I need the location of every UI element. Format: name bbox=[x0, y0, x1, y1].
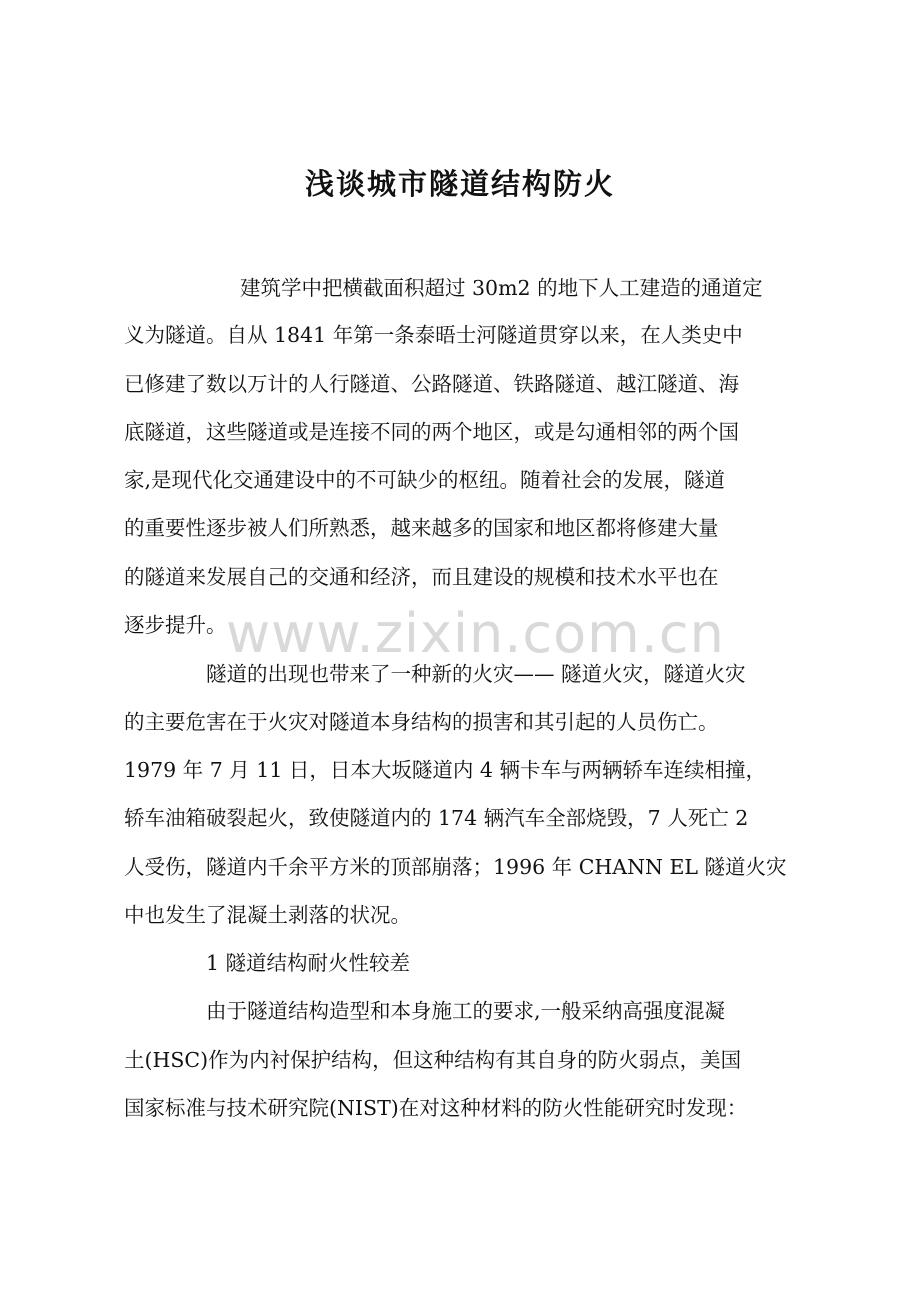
watermark: www.zixin.com.cn bbox=[226, 602, 725, 665]
paragraph-line: 底隧道，这些隧道或是连接不同的两个地区，或是勾通相邻的两个国 bbox=[124, 420, 739, 444]
paragraph-line: 家,是现代化交通建设中的不可缺少的枢纽。随着社会的发展，隧道 bbox=[124, 468, 726, 492]
paragraph-line: 轿车油箱破裂起火，致使隧道内的 174 辆汽车全部烧毁，7 人死亡 2 bbox=[124, 806, 749, 830]
section-heading: 1 隧道结构耐火性较差 bbox=[206, 951, 411, 975]
paragraph-line: 的主要危害在于火灾对隧道本身结构的损害和其引起的人员伤亡。 bbox=[124, 710, 719, 734]
paragraph-line: 建筑学中把横截面积超过 30m2 的地下人工建造的通道定 bbox=[240, 276, 763, 300]
paragraph-line: 人受伤，隧道内千余平方米的顶部崩落；1996 年 CHANN EL 隧道火灾 bbox=[124, 855, 787, 879]
paragraph-line: 国家标准与技术研究院(NIST)在对这种材料的防火性能研究时发现： bbox=[124, 1096, 748, 1120]
paragraph-line: 隧道的出现也带来了一种新的火灾—— 隧道火灾，隧道火灾 bbox=[206, 662, 746, 686]
paragraph-line: 由于隧道结构造型和本身施工的要求,一般采纳高强度混凝 bbox=[206, 999, 726, 1023]
paragraph-line: 逐步提升。 bbox=[124, 613, 227, 637]
paragraph-line: 1979 年 7 月 11 日，日本大坂隧道内 4 辆卡车与两辆轿车连续相撞， bbox=[124, 758, 766, 782]
paragraph-line: 义为隧道。自从 1841 年第一条泰晤士河隧道贯穿以来，在人类史中 bbox=[124, 323, 743, 347]
document-title: 浅谈城市隧道结构防火 bbox=[304, 167, 615, 201]
paragraph-line: 中也发生了混凝土剥落的状况。 bbox=[124, 903, 411, 927]
paragraph-line: 已修建了数以万计的人行隧道、公路隧道、铁路隧道、越江隧道、海 bbox=[124, 372, 739, 396]
paragraph-line: 土(HSC)作为内衬保护结构，但这种结构有其自身的防火弱点，美国 bbox=[124, 1048, 742, 1072]
paragraph-line: 的隧道来发展自己的交通和经济，而且建设的规模和技术水平也在 bbox=[124, 565, 719, 589]
paragraph-line: 的重要性逐步被人们所熟悉，越来越多的国家和地区都将修建大量 bbox=[124, 516, 719, 540]
